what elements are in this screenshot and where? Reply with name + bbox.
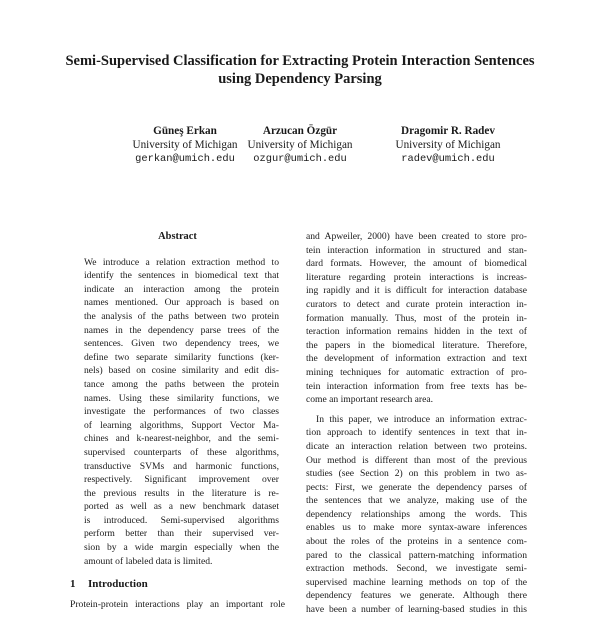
text-line: ported as well as a new benchmark dataset [84,501,279,513]
text-line: names. Using these similarity functions, we [84,392,279,404]
text-line: We introduce a relation extraction method to [84,256,279,268]
text-line: tein interaction information from free texts has be- [306,380,527,392]
text-line: ing rapidly and it is difficult for interaction database [306,285,527,297]
text-line: formation manually. Thus, most of the protein in- [306,312,527,324]
text-line: the analysis of the paths between two protein [84,310,279,322]
author-affiliation: University of Michigan [247,139,353,151]
author-affiliation: University of Michigan [395,139,501,151]
text-line: mining techniques for automatic extraction of pro- [306,366,527,378]
text-line: dicate an interaction relation between two proteins. [306,440,527,452]
author-2 [215,124,385,166]
text-line: is introduced. Semi-supervised algorithms [84,514,279,526]
text-line: define two separate similarity functions (ker- [84,351,279,363]
author-email: gerkan@umich.edu [135,153,235,165]
text-line: dependency relationships among the words. This [306,508,527,520]
text-line: have been a number of learning-based studies in this [306,604,527,616]
text-line: extraction methods. Second, we investigate semi- [306,563,527,575]
text-line: literature regarding protein interactions is increas- [306,271,527,283]
text-line: about the roles of the proteins in a sentence com- [306,536,527,548]
text-line: names in the dependency parse trees of the [84,324,279,336]
text-line: and Apweiler, 2000) have been created to store pro- [306,231,527,242]
text-line: of learning algorithms, Support Vector Ma- [84,419,279,431]
text-line: amount of labeled data is limited. [84,555,213,567]
title-line-2: using Dependency Parsing [218,71,382,87]
text-line: supervised machine learning methods on top of the [306,576,527,588]
section-title: Introduction [88,578,148,591]
text-line: perform better than their supervised ver- [84,528,279,540]
author-name: Arzucan Özgür [262,125,338,137]
text-line: tance among the paths between the protein [84,378,279,390]
paper-title [40,52,560,88]
text-line: chines and k-nearest-neighbor, and the semi- [84,433,279,445]
right-column [306,230,527,617]
text-line: teraction information remains hidden in the text of [306,326,527,338]
text-line: In this paper, we introduce an information extrac- [316,413,527,425]
text-line: names mentioned. Our approach is based on [84,297,279,309]
author-3 [363,124,533,166]
text-line: investigate the performances of two classes [84,406,279,418]
text-line: tion approach to identify sentences in text that in- [306,427,527,439]
text-line: sentences. Given two dependency trees, we [84,338,279,350]
text-line: respectively. Significant improvement over [84,474,279,486]
text-line: curators to detect and curate protein interaction in- [306,298,527,310]
author-name: Güneş Erkan [153,125,217,137]
text-line: come an important research area. [306,394,434,406]
text-line: tein interaction information in structured and stan- [306,244,527,256]
text-line: supervised counterparts of these algorithms, [84,446,279,458]
abstract-heading: Abstract [158,231,197,242]
title-line-1: Semi-Supervised Classification for Extracting Protein Interaction Sentences [65,53,535,69]
author-email: ozgur@umich.edu [253,153,347,165]
author-email: radev@umich.edu [401,153,495,165]
author-name: Dragomir R. Radev [401,125,495,137]
text-line: the previous results in the literature is re- [84,487,279,499]
text-line: identify the sentences in biomedical text that [84,270,279,282]
text-line: the development of information extraction and text [306,353,527,365]
left-column [70,230,285,611]
text-line: pared to the classical pattern-matching information [306,549,527,561]
abstract-body [70,256,285,569]
body-paragraph-1 [306,230,527,407]
text-line: dard formats. However, the amount of biomedical [306,258,527,270]
text-line: enables us to make more syntax-aware inferences [306,522,527,534]
text-line: dependency features we generate. Although there [306,590,527,602]
text-line: pects: First, we generate the dependency parses of [306,481,527,493]
text-line: nels) based on cosine similarity and edit dis- [84,365,279,377]
introduction-first-line: Protein-protein interactions play an important role [70,598,285,610]
author-affiliation: University of Michigan [132,139,238,151]
text-line: studies (see Section 2) on this problem in two as- [306,468,527,480]
text-line: indicate an interaction among the protein [84,283,279,295]
body-paragraph-2 [306,413,527,617]
text-line: sion by a wide margin especially when the [84,542,279,554]
text-line: the sentences that we analyze, making use of the [306,495,527,507]
text-line: transductive SVMs and harmonic functions, [84,460,279,472]
introduction-heading [70,578,285,592]
text-line: Our method is different than most of the previous [306,454,527,466]
section-number: 1 [70,578,76,591]
text-line: the papers in the biomedical literature. Therefore, [306,339,527,351]
